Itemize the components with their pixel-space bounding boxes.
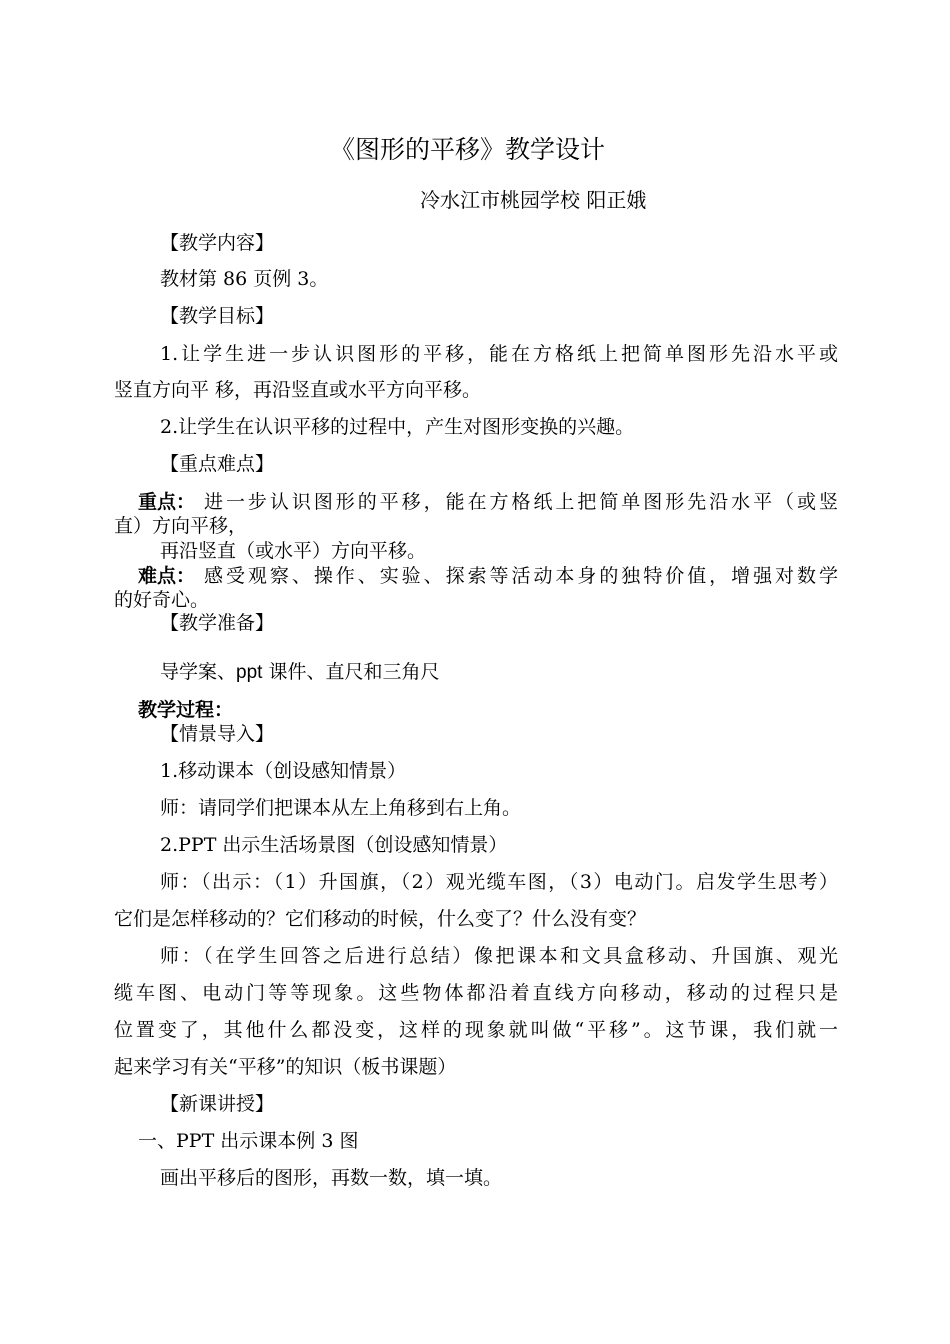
intro-teacher-2-line-2: 它们是怎样移动的？它们移动的时候，什么变了？什么没有变？ bbox=[114, 908, 647, 930]
section-heading-goals: 【教学目标】 bbox=[160, 305, 275, 327]
summary-line-2: 缆车图、电动门等等现象。这些物体都沿着直线方向移动，移动的过程只是 bbox=[114, 982, 838, 1004]
key-point-line-3: 再沿竖直（或水平）方向平移。 bbox=[160, 540, 427, 562]
goal-1-line-1: 1.让学生进一步认识图形的平移，能在方格纸上把简单图形先沿水平或 bbox=[160, 343, 838, 365]
process-heading: 教学过程： bbox=[138, 699, 234, 721]
goal-1-line-2: 竖直方向平 移，再沿竖直或水平方向平移。 bbox=[114, 379, 482, 401]
author-line: 冷水江市桃园学校 阳正娥 bbox=[420, 188, 647, 212]
difficulty-line-1: 感受观察、操作、实验、探索等活动本身的独特价值，增强对数学 bbox=[204, 565, 838, 587]
section-heading-new: 【新课讲授】 bbox=[160, 1093, 275, 1115]
section-heading-content: 【教学内容】 bbox=[160, 232, 275, 254]
goal-2: 2.让学生在认识平移的过程中，产生对图形变换的兴趣。 bbox=[160, 416, 635, 438]
summary-line-3: 位置变了，其他什么都没变，这样的现象就叫做“平移”。这节课，我们就一 bbox=[114, 1019, 838, 1041]
prep-text bbox=[160, 660, 439, 685]
page-title: 《图形的平移》教学设计 bbox=[330, 135, 606, 164]
key-point-label: 重点： bbox=[138, 491, 196, 513]
prep-text-c: 课件、直尺和三角尺 bbox=[262, 661, 440, 683]
intro-teacher-2-line-1: 师：（出示：（1）升国旗，（2）观光缆车图，（3）电动门。启发学生思考） bbox=[160, 871, 838, 893]
summary-line-4: 起来学习有关“平移”的知识（板书课题） bbox=[114, 1056, 457, 1078]
summary-line-1: 师：（在学生回答之后进行总结）像把课本和文具盒移动、升国旗、观光 bbox=[160, 945, 838, 967]
intro-item-1: 1.移动课本（创设感知情景） bbox=[160, 760, 407, 782]
new-item-1-text: 画出平移后的图形，再数一数，填一填。 bbox=[160, 1167, 503, 1189]
section-heading-intro: 【情景导入】 bbox=[160, 723, 275, 745]
prep-text-b: ppt bbox=[236, 662, 263, 683]
section-heading-prep: 【教学准备】 bbox=[160, 612, 275, 634]
difficulty-line-2: 的好奇心。 bbox=[114, 589, 210, 611]
intro-teacher-1: 师：请同学们把课本从左上角移到右上角。 bbox=[160, 797, 522, 819]
key-point-line-2: 直）方向平移， bbox=[114, 515, 248, 537]
difficulty-label: 难点： bbox=[138, 565, 196, 587]
key-point-line-1: 进一步认识图形的平移，能在方格纸上把简单图形先沿水平（或竖 bbox=[204, 491, 838, 513]
prep-text-a: 导学案、 bbox=[160, 661, 237, 683]
content-text: 教材第 86 页例 3。 bbox=[160, 268, 329, 290]
intro-item-2: 2.PPT 出示生活场景图（创设感知情景） bbox=[160, 834, 508, 856]
section-heading-key: 【重点难点】 bbox=[160, 453, 275, 475]
new-item-1: 一、PPT 出示课本例 3 图 bbox=[138, 1130, 359, 1152]
